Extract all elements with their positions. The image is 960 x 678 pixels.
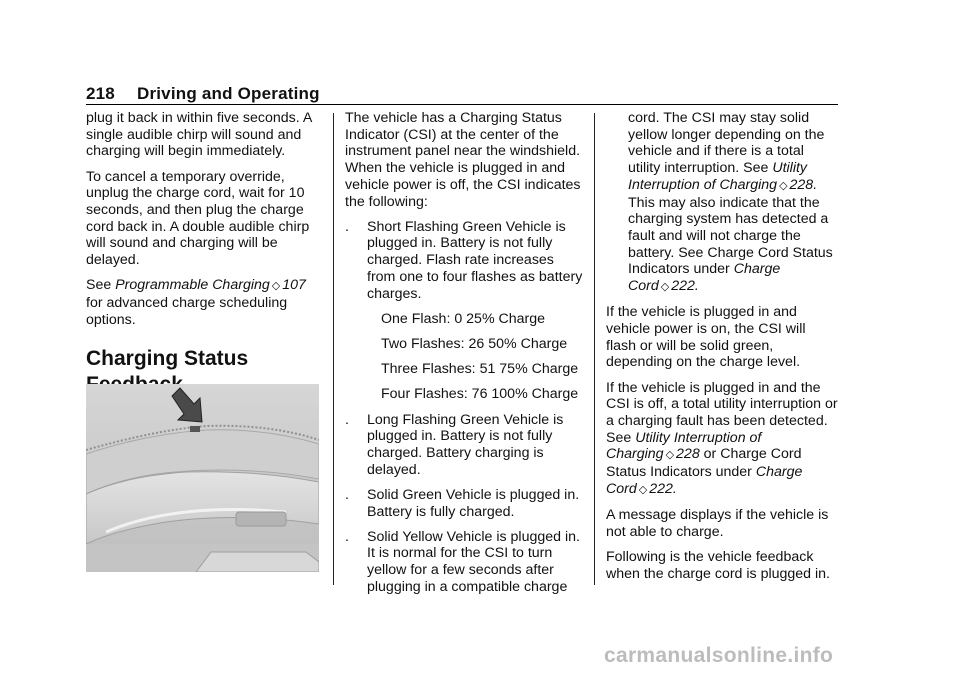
cross-reference-link[interactable]: Utility Interruption of Charging <box>606 429 762 463</box>
page-reference[interactable]: 107 <box>282 277 306 294</box>
paragraph: The vehicle has a Charging Status Indicator (CSI) at the center of the instrument panel near the windshield. When the vehicle is plugged in and vehicle power is off, the CSI indicates the following: <box>345 110 581 210</box>
see-text: See <box>86 277 112 294</box>
bullet-icon: . <box>345 218 349 235</box>
bullet-item <box>345 529 585 596</box>
paragraph: To cancel a temporary override, unplug the charge cord, wait for 10 seconds, and then plug the charge cord back in. A double audible chirp will sound and charging will be delayed. <box>86 168 310 269</box>
page-reference[interactable]: 228 <box>676 446 700 463</box>
bullet-continuation <box>606 110 838 296</box>
paragraph: plug it back in within five seconds. A single audible chirp will sound and charging will begin immediately. <box>86 110 312 160</box>
reference-arrow-icon: ◇ <box>271 280 281 293</box>
cross-reference-link[interactable]: Charge Cord <box>606 464 803 497</box>
paragraph-text: If the vehicle is plugged in and the CSI is off, a total utility interruption or a charging fault has been detected. See <box>606 379 838 446</box>
page-reference[interactable]: 222. <box>649 480 677 497</box>
paragraph-text: for advanced charge scheduling options. <box>86 295 288 328</box>
reference-arrow-icon: ◇ <box>779 179 788 192</box>
cross-reference-link[interactable]: Charge Cord <box>628 261 781 295</box>
bullet-item <box>345 412 585 479</box>
dashboard-illustration <box>86 384 319 572</box>
page-number: 218 <box>86 84 115 103</box>
bullet-icon: . <box>345 528 349 545</box>
paragraph-text: This may also indicate that the charging system has detected a fault and will not charge the battery. See Charge Cord Status Indicators under <box>628 194 833 278</box>
paragraph <box>86 277 324 328</box>
paragraph: If the vehicle is plugged in and vehicle power is on, the CSI will flash or will be solid green, depending on the charge level. <box>606 304 806 371</box>
paragraph: A message displays if the vehicle is not able to charge. <box>606 506 829 540</box>
bullet-item <box>345 219 585 303</box>
sub-item: One Flash: 0 25% Charge <box>381 310 546 327</box>
column-left <box>86 110 324 398</box>
bullet-icon: . <box>345 486 349 503</box>
column-middle <box>345 110 585 604</box>
page-reference[interactable]: 222. <box>671 278 699 295</box>
column-divider <box>333 113 334 585</box>
watermark: carmanualsonline.info <box>604 644 834 667</box>
bullet-icon: . <box>345 411 349 428</box>
bullet-text: Solid Yellow Vehicle is plugged in. It is normal for the CSI to turn yellow for a few seconds after plugging in a compatible charge <box>367 528 580 595</box>
reference-arrow-icon: ◇ <box>665 449 675 462</box>
paragraph <box>606 380 838 499</box>
paragraph: Following is the vehicle feedback when the charge cord is plugged in. <box>606 548 830 582</box>
bullet-text: Short Flashing Green Vehicle is plugged in. Battery is not fully charged. Flash rate increases from one to four flashes as battery charges. <box>367 218 583 302</box>
paragraph-text: cord. The CSI may stay solid yellow longer depending on the vehicle and if there is a total utility interruption. See <box>628 110 825 177</box>
bullet-item <box>345 487 585 520</box>
page-reference[interactable]: 228. <box>789 176 818 193</box>
sub-item: Four Flashes: 76 100% Charge <box>381 386 579 403</box>
column-divider <box>594 113 595 585</box>
sub-item: Two Flashes: 26 50% Charge <box>381 335 568 352</box>
reference-arrow-icon: ◇ <box>638 483 648 496</box>
sub-item: Three Flashes: 51 75% Charge <box>381 361 579 378</box>
header-rule <box>86 104 838 105</box>
bullet-text: Long Flashing Green Vehicle is plugged in. Battery is not fully charged. Battery charging is delayed. <box>367 411 564 478</box>
section-heading: Charging Status <box>86 347 249 371</box>
column-right <box>606 110 838 591</box>
page-header <box>86 84 320 104</box>
bullet-text: Solid Green Vehicle is plugged in. Battery is fully charged. <box>367 486 580 520</box>
paragraph-text: or Charge Cord Status Indicators under <box>606 446 802 481</box>
cross-reference-link[interactable]: Programmable Charging <box>115 277 270 294</box>
cross-reference-link[interactable]: Utility Interruption of Charging <box>628 160 808 193</box>
reference-arrow-icon: ◇ <box>660 281 670 294</box>
section-title: Driving and Operating <box>136 84 320 103</box>
